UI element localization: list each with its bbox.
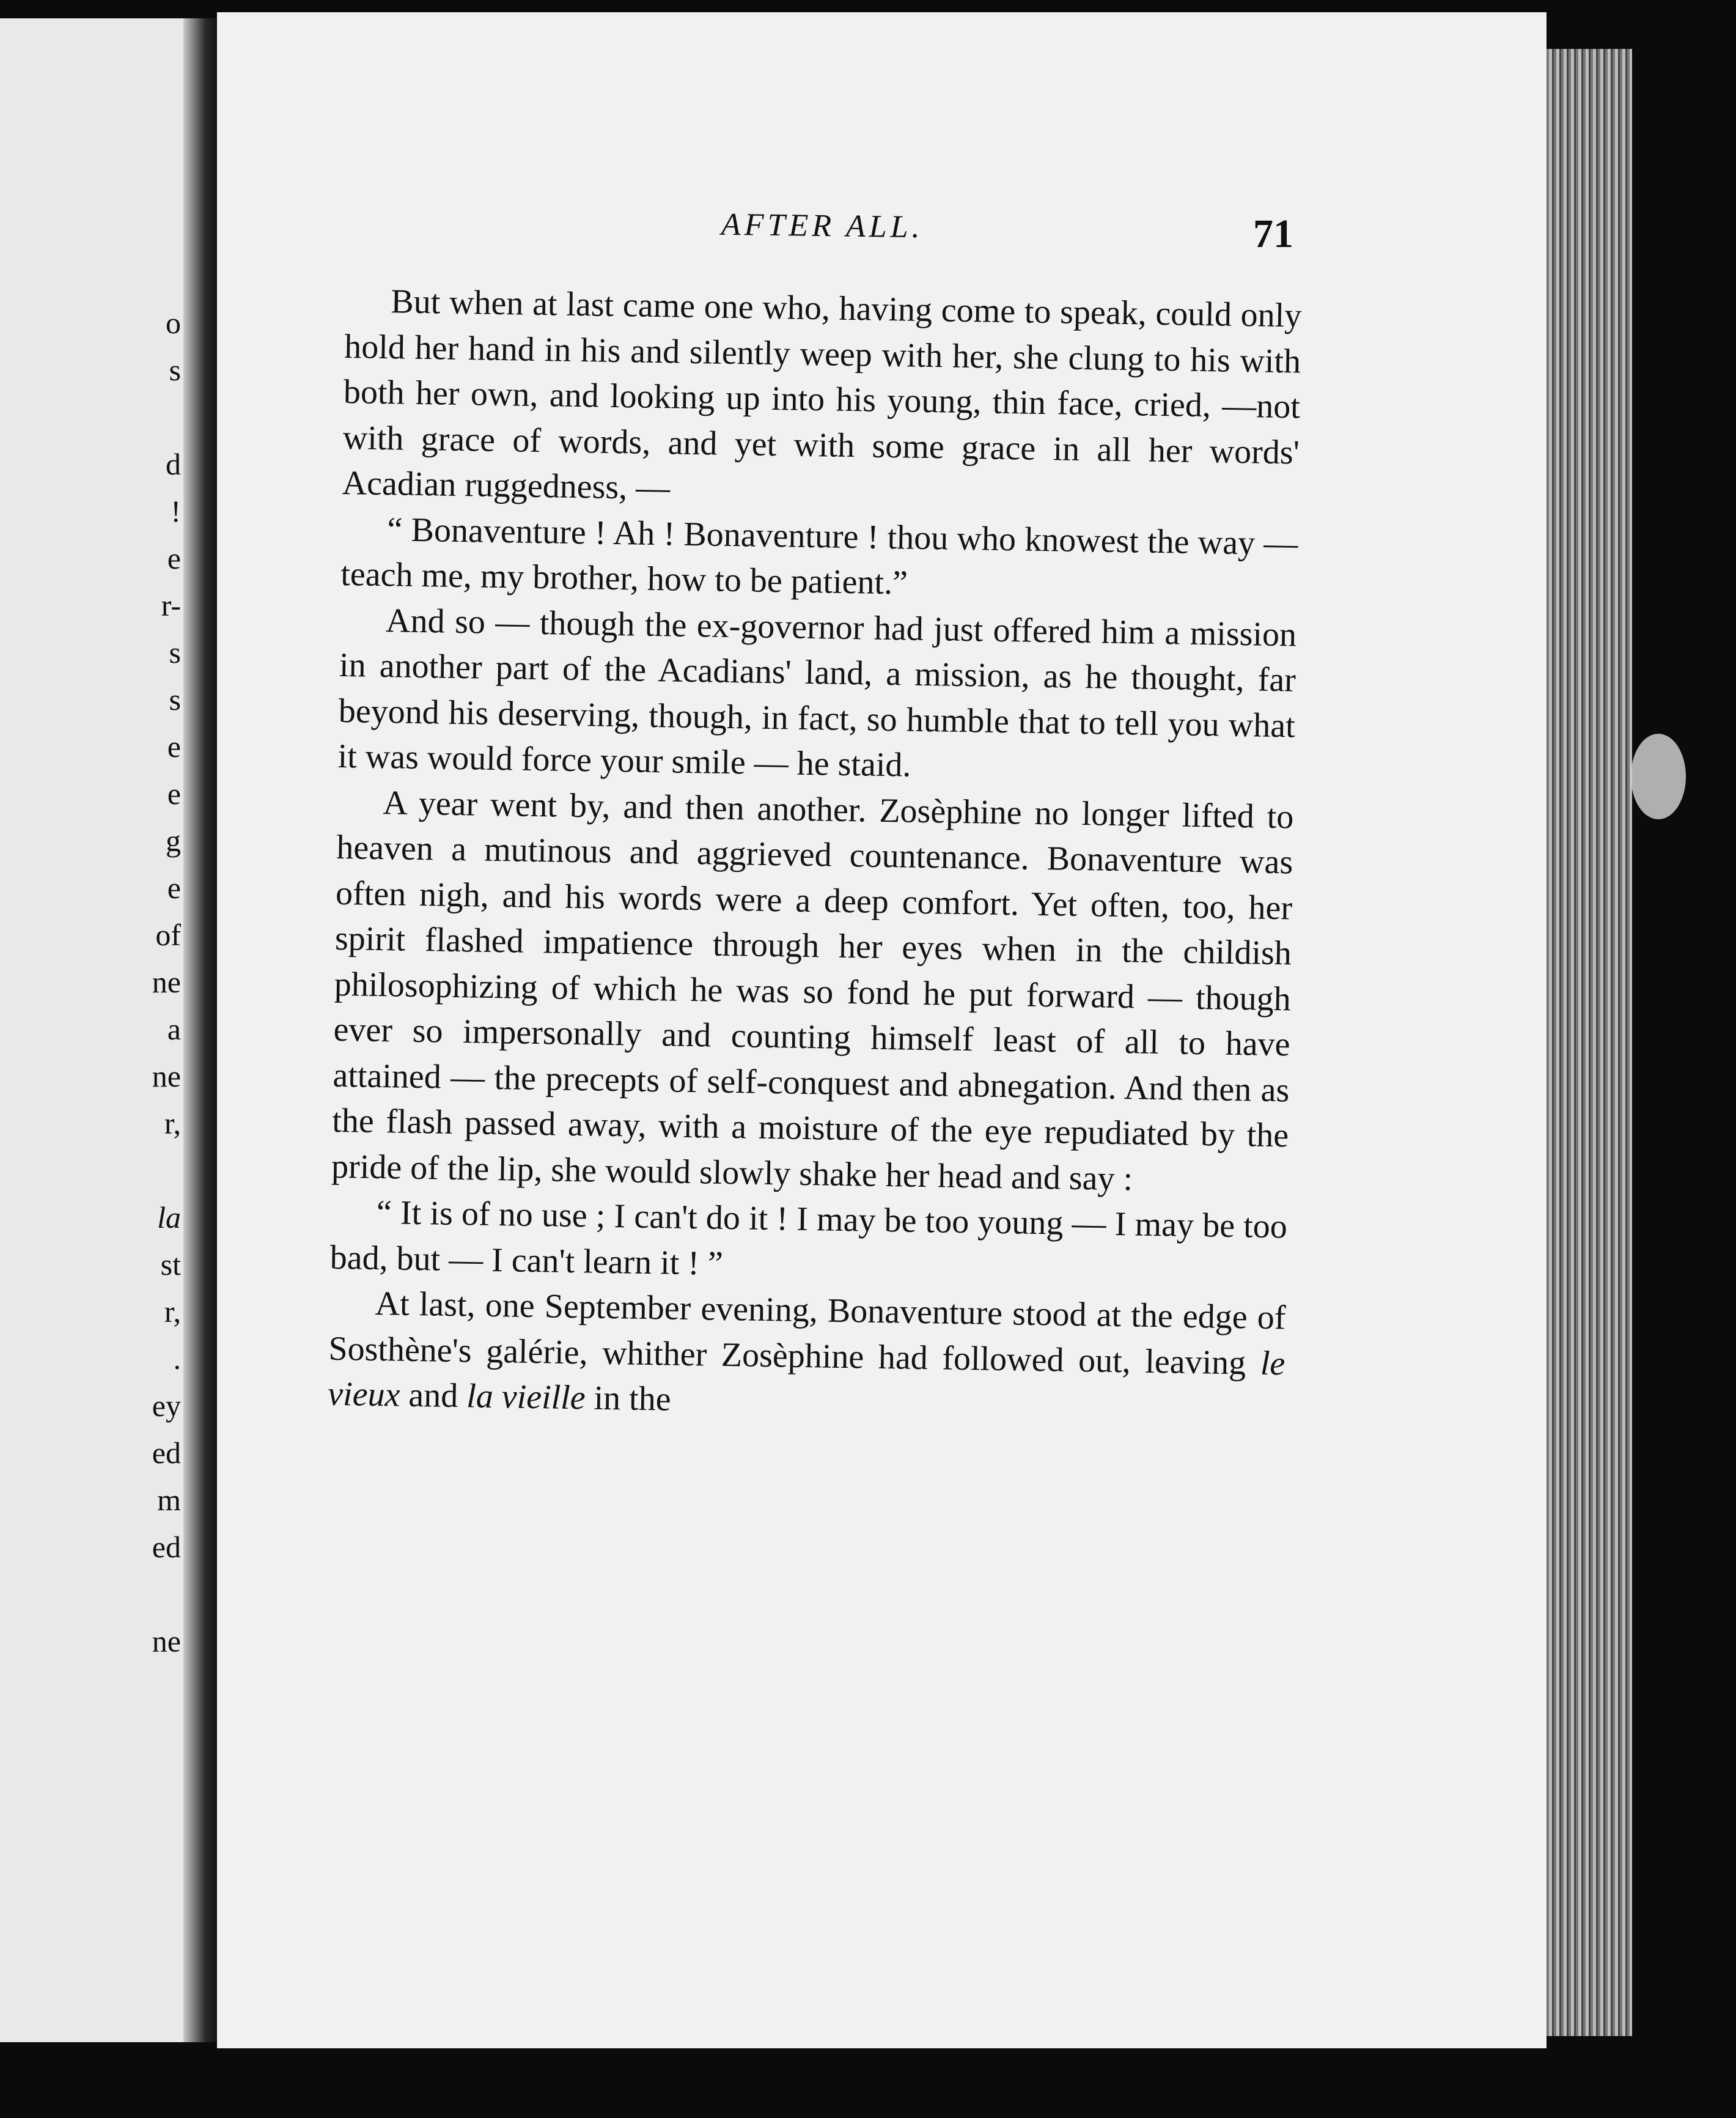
book-gutter — [183, 18, 220, 2042]
left-page-fragment: s — [169, 682, 181, 717]
italic-phrase: la vieille — [466, 1377, 586, 1417]
running-head: AFTER ALL. — [721, 207, 924, 245]
left-page-fragment: . — [173, 1341, 181, 1376]
left-page-fragment — [0, 1571, 183, 1618]
left-page-fragment: o — [166, 306, 181, 340]
italic-phrase: le vieux — [327, 1344, 1285, 1414]
left-page-fragment: ed — [152, 1530, 181, 1564]
left-page-fragment: ed — [152, 1436, 181, 1470]
left-page-fragment: r, — [164, 1106, 181, 1140]
paragraph-text: and — [399, 1376, 467, 1415]
left-page-fragment: ne — [152, 965, 181, 999]
paragraph: “ Bonaventure ! Ah ! Bonaventure ! thou who knowest the way — teach me, my brother, how to be patient.” — [340, 510, 1298, 602]
left-page-text-fragments — [0, 300, 183, 1665]
body-text — [328, 278, 1302, 1432]
paragraph: But when at last came one who, having come to speak, could only hold her hand in his and silently weep with her, she clung to his with both her own, and looking up into his young, thin face, cried, —not with grace of words, and yet with some grace in all her words' Acadian ruggedness, — — [342, 282, 1302, 507]
paragraph — [328, 1280, 1286, 1432]
left-page-fragment: ey — [152, 1389, 181, 1423]
page-number: 71 — [1253, 212, 1293, 256]
paragraph-text: in the — [585, 1379, 672, 1419]
left-page-fragment: m — [157, 1483, 181, 1517]
left-page-fragment: st — [160, 1247, 181, 1282]
left-page-fragment: d — [166, 447, 181, 481]
left-page-fragment: r, — [164, 1294, 181, 1329]
left-page-fragment: s — [169, 353, 181, 387]
left-page-fragment: of — [155, 918, 181, 952]
paragraph-text: At last, one September evening, Bonaventure stood at the edge of Sosthène's galérie, whither Zosèphine had followed out, leaving — [328, 1284, 1286, 1382]
left-page — [0, 18, 183, 2042]
left-page-fragment: a — [167, 1012, 181, 1046]
left-page-fragment: g — [166, 824, 181, 858]
left-page-fragment: r- — [161, 588, 181, 622]
left-page-fragment: la — [157, 1200, 181, 1234]
left-page-fragment — [0, 1147, 183, 1194]
left-page-fragment: e — [167, 729, 181, 764]
left-page-fragment: ne — [152, 1624, 181, 1658]
left-page-fragment: e — [167, 871, 181, 905]
left-page-fragment: ne — [152, 1059, 181, 1093]
edge-stain — [1631, 734, 1686, 819]
page-edges — [1547, 49, 1632, 2036]
left-page-fragment: ! — [171, 494, 181, 528]
left-page-fragment: e — [167, 777, 181, 811]
left-page-fragment — [0, 394, 183, 441]
paragraph: A year went by, and then another. Zosèphine no longer lifted to heaven a mutinous and aggrieved countenance. Bonaventure was often nigh, and his words were a deep comfort. Yet often, too, her spirit flashed impatience through her eyes when in the childish philosophizing of which he was so fond he put forward — though ever so impersonally and counting himself least of all to have attained — the precepts of self-conquest and abnegation. And then as the flash passed away, with a moisture of the eye repudiated by the pride of the lip, she would slowly shake her head and say : — [331, 783, 1294, 1198]
left-page-fragment: s — [169, 635, 181, 670]
left-page-fragment: e — [167, 541, 181, 575]
paragraph: And so — though the ex-governor had just offered him a mission in another part of the Acadians' land, a mission, as he thought, far beyond his deserving, though, in fact, so humble that to tell you what it was would force your smile — he staid. — [337, 601, 1297, 784]
paragraph: “ It is of no use ; I can't do it ! I may be too young — I may be too bad, but — I can't learn it ! ” — [329, 1193, 1288, 1283]
